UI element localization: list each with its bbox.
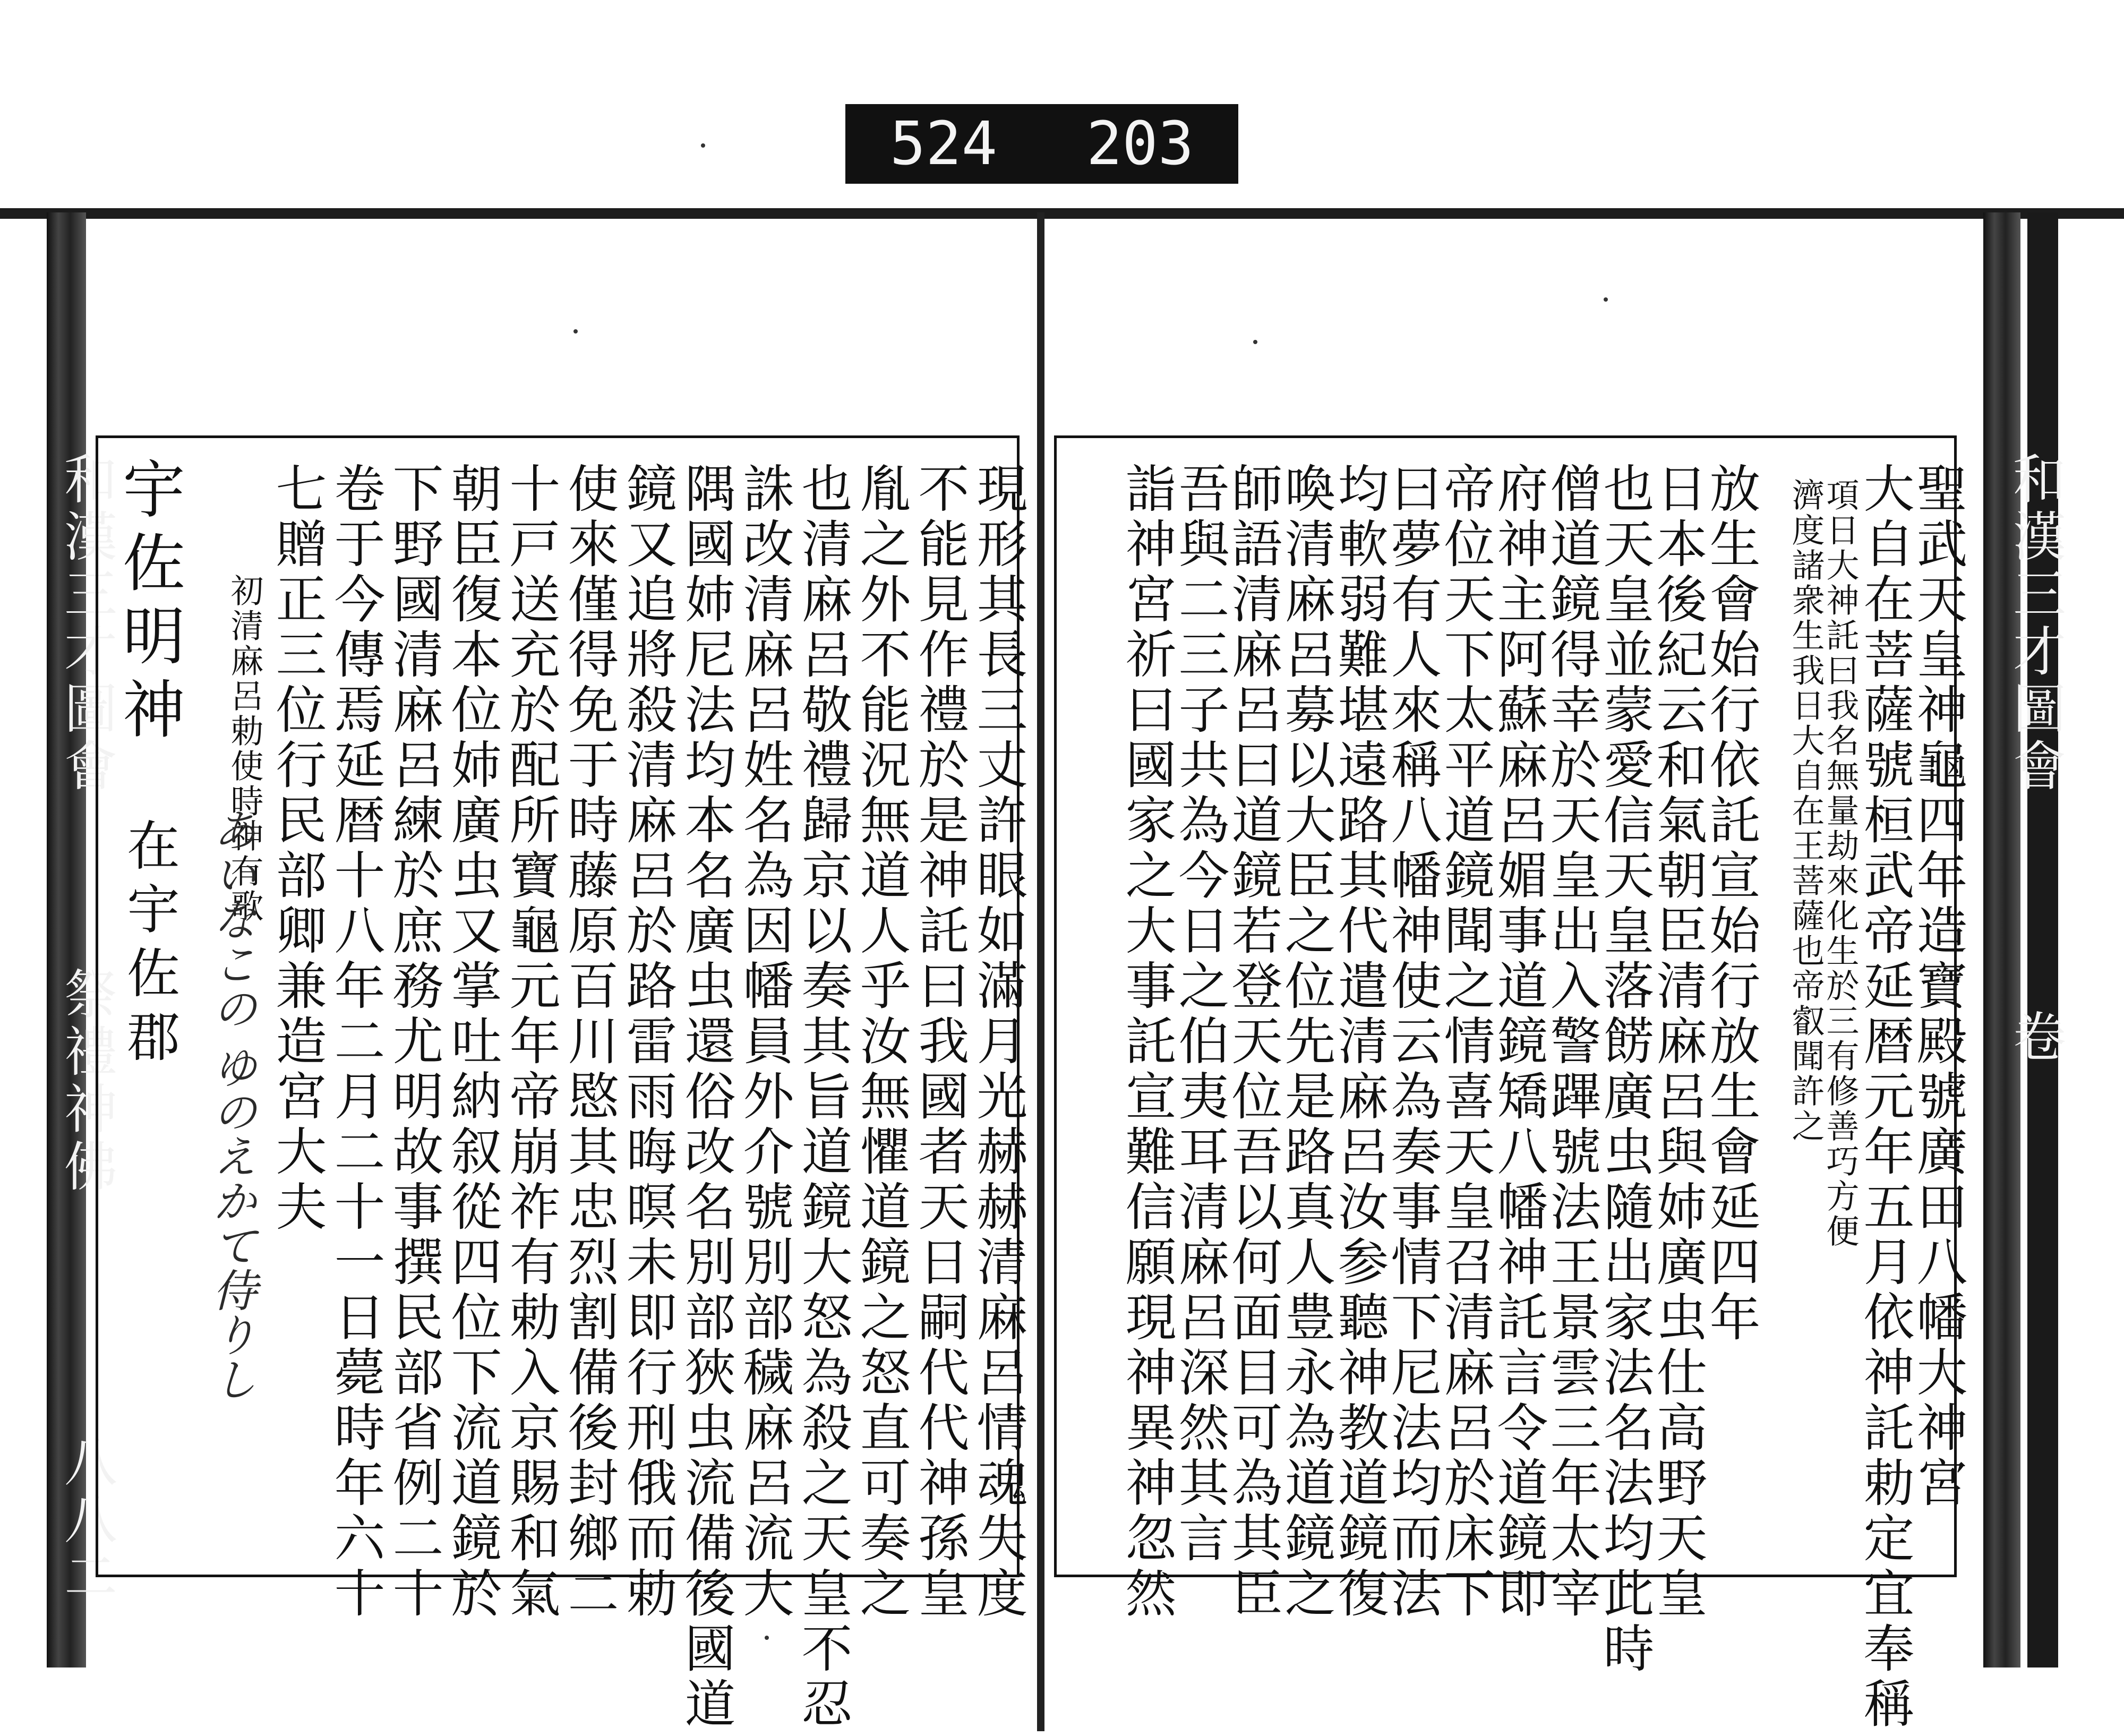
right-outer-edge — [2027, 212, 2058, 1667]
film-frame-label — [845, 104, 1238, 184]
right-column-15: 吾與二三子共為今日之伯夷耳清麻呂深然其言 — [1170, 462, 1230, 1567]
frame-number-left: 524 — [889, 109, 998, 178]
left-column-10: 朝臣復本位姉廣虫又掌吐納叙從四位下流道鏡於 — [443, 462, 502, 1622]
scan-speck — [765, 1636, 769, 1640]
subnote: 初清麻呂勅使時神有歌 — [225, 574, 264, 924]
frame-number-right: 203 — [1086, 109, 1194, 178]
right-column-14: 師語清麻呂曰道鏡若登天位吾以何面目可為其臣 — [1223, 462, 1283, 1622]
right-margin-title: 和漢三才圖會 — [2004, 451, 2066, 796]
left-column-7: 鏡又追將殺清麻呂於路雷雨晦暝未即行刑俄而勅 — [618, 462, 678, 1622]
left-column-4: 也清麻呂敬禮歸京以奏其旨道鏡大怒為殺之天皇不忍 — [793, 462, 853, 1732]
right-column-8: 僧道鏡得幸於天皇出入警蹕號法王景雲三年太宰 — [1542, 462, 1601, 1622]
right-column-7: 也天皇並蒙愛信天皇落餝廣虫隨出家法名法均此時 — [1595, 462, 1655, 1677]
right-column-3: 項日大神託曰我名無量劫來化生於三有修善巧方便 — [1821, 478, 1860, 1249]
left-column-6: 隅國姉尼法均本名廣虫還俗改名別部狹虫流備後國道 — [676, 462, 736, 1732]
right-column-11: 曰夢有人來稱八幡神使云為奏事情下尼法均而法 — [1383, 462, 1442, 1622]
left-column-5: 誅改清麻呂姓名為因幡員外介號別部穢麻呂流大 — [735, 462, 794, 1622]
left-column-9: 十戸送充於配所寶龜元年帝崩祚有勅入京賜和氣 — [501, 462, 561, 1622]
left-column-13: 七贈正三位行民部卿兼造宮大夫 — [268, 462, 327, 1235]
scan-speck — [1604, 297, 1608, 302]
scan-speck — [573, 329, 578, 333]
right-column-2: 大自在菩薩號桓武帝延暦元年五月依神託勅定宜奉稱 — [1855, 462, 1915, 1732]
right-column-4: 濟度諸衆生我日大自在王菩薩也帝叡聞許之 — [1786, 478, 1825, 1144]
right-page-edge — [1983, 212, 2020, 1667]
left-margin-section: 祭禮神佛 — [55, 967, 117, 1196]
right-column-6: 日本後紀云和氣朝臣清麻呂與姉廣虫仕高野天皇 — [1648, 462, 1708, 1622]
right-column-16: 詣神宮祈曰國家之大事託宣難信願現神異神忽然 — [1117, 462, 1177, 1622]
right-column-1: 聖武天皇神龜四年造寶殿號廣田八幡大神宮 — [1908, 462, 1968, 1511]
shrine-location: 在宇佐郡 — [118, 818, 180, 1073]
scan-speck — [1253, 340, 1257, 344]
left-column-8: 使來僅得免于時藤原百川愍其忠烈割備後封鄉二 — [560, 462, 619, 1622]
right-column-10: 帝位天下太平道鏡聞之情喜天皇召清麻呂於床下 — [1436, 462, 1495, 1622]
spread-top-edge — [0, 208, 2124, 219]
left-column-12: 卷于今傳焉延暦十八年二月二十一日薨時年六十 — [326, 462, 386, 1622]
right-column-5: 放生會始行依託宣始行放生會延四年 — [1701, 462, 1761, 1346]
left-column-11: 下野國清麻呂練於庶務尤明故事撰民部省例二十 — [384, 462, 444, 1622]
right-column-9: 府神主阿蘇麻呂媚事道鏡矯八幡神託言令道鏡即 — [1489, 462, 1548, 1622]
handwritten-poem: あいなこの ゆのえかて侍りし — [205, 807, 258, 1401]
left-column-1: 現形其長三丈許眼如滿月光赫赫清麻呂情魂失度 — [969, 462, 1028, 1622]
left-column-2: 不能見作禮於是神託曰我國者天日嗣代代神孫皇 — [910, 462, 970, 1622]
right-margin-section: 卷 — [2004, 1009, 2066, 1066]
right-column-12: 均軟弱難堪遠路其代遣清麻呂汝参聽神教道鏡復 — [1330, 462, 1389, 1622]
left-column-3: 胤之外不能況無道人乎汝無懼道鏡之怒直可奏之 — [852, 462, 911, 1622]
shrine-heading: 宇佐明神 — [112, 457, 185, 750]
right-column-13: 喚清麻呂募以大臣之位先是路真人豊永為道鏡之 — [1277, 462, 1336, 1622]
scan-speck — [701, 143, 705, 148]
left-margin-folio: 八八二 — [55, 1434, 117, 1606]
left-margin-title: 和漢三才圖會 — [55, 451, 117, 796]
